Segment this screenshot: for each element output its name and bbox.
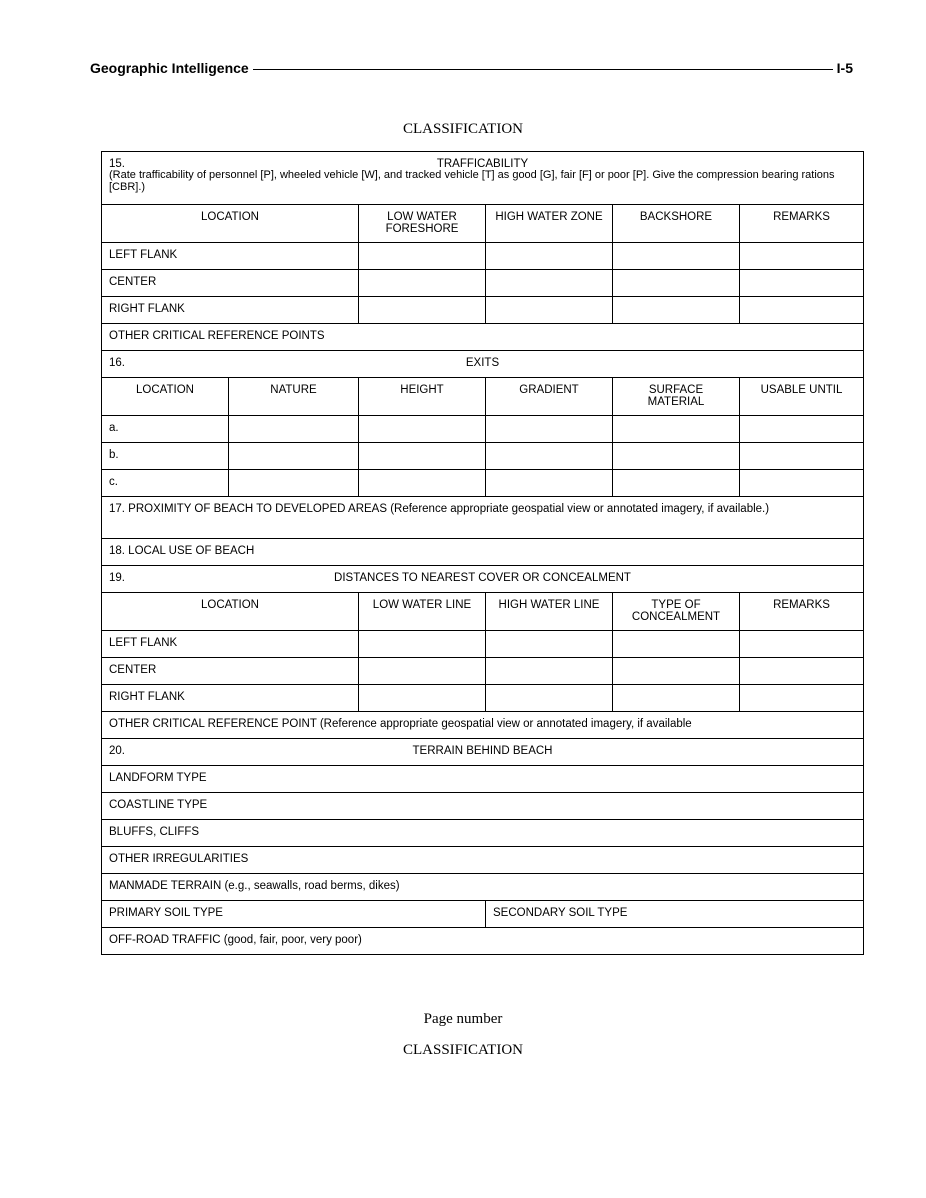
landform-type-field[interactable]: LANDFORM TYPE xyxy=(102,766,864,793)
column-header: NATURE xyxy=(229,378,359,416)
entry-cell[interactable] xyxy=(613,297,740,324)
entry-cell[interactable] xyxy=(359,685,486,712)
entry-cell[interactable] xyxy=(486,685,613,712)
column-header: TYPE OF CONCEALMENT xyxy=(613,593,740,631)
table-row xyxy=(102,631,864,658)
column-header: REMARKS xyxy=(740,593,864,631)
primary-soil-field[interactable]: PRIMARY SOIL TYPE xyxy=(102,901,486,928)
running-header xyxy=(90,59,853,77)
table-row xyxy=(102,658,864,685)
table-row xyxy=(102,766,864,793)
table-row xyxy=(102,270,864,297)
table-row xyxy=(102,297,864,324)
section-15-number: 15. xyxy=(109,158,125,170)
table-row xyxy=(102,928,864,955)
secondary-soil-field[interactable]: SECONDARY SOIL TYPE xyxy=(486,901,864,928)
section-19-columns xyxy=(102,593,864,631)
section-20-title: TERRAIN BEHIND BEACH xyxy=(412,745,553,757)
entry-cell[interactable] xyxy=(229,416,359,443)
entry-cell[interactable] xyxy=(229,443,359,470)
row-label: RIGHT FLANK xyxy=(102,685,359,712)
table-row xyxy=(102,243,864,270)
table-row xyxy=(102,847,864,874)
coastline-type-field[interactable]: COASTLINE TYPE xyxy=(102,793,864,820)
entry-cell[interactable] xyxy=(613,270,740,297)
beach-survey-form xyxy=(101,151,864,955)
entry-cell[interactable] xyxy=(740,270,864,297)
section-20-number: 20. xyxy=(109,745,125,757)
entry-cell[interactable] xyxy=(486,297,613,324)
entry-cell[interactable] xyxy=(359,243,486,270)
table-row xyxy=(102,470,864,497)
column-header: HIGH WATER LINE xyxy=(486,593,613,631)
column-header: BACKSHORE xyxy=(613,205,740,243)
header-title: Geographic Intelligence xyxy=(90,60,249,76)
column-header: REMARKS xyxy=(740,205,864,243)
column-header: GRADIENT xyxy=(486,378,613,416)
entry-cell[interactable] xyxy=(613,658,740,685)
section-16-number: 16. xyxy=(109,357,125,369)
entry-cell[interactable] xyxy=(740,631,864,658)
table-row xyxy=(102,793,864,820)
table-row xyxy=(102,901,864,928)
entry-cell[interactable] xyxy=(613,443,740,470)
column-header: LOW WATER LINE xyxy=(359,593,486,631)
entry-cell[interactable] xyxy=(359,297,486,324)
entry-cell[interactable] xyxy=(613,685,740,712)
row-label: RIGHT FLANK xyxy=(102,297,359,324)
row-label: b. xyxy=(102,443,229,470)
page-number: Page number xyxy=(423,1011,503,1027)
entry-cell[interactable] xyxy=(613,416,740,443)
entry-cell[interactable] xyxy=(740,297,864,324)
section-16-header xyxy=(102,351,864,378)
entry-cell[interactable] xyxy=(359,658,486,685)
manmade-terrain-field[interactable]: MANMADE TERRAIN (e.g., seawalls, road berms, dikes) xyxy=(102,874,864,901)
other-reference-field[interactable]: OTHER CRITICAL REFERENCE POINT (Reference appropriate geospatial view or annotated imagery, if available xyxy=(102,712,864,739)
row-label: a. xyxy=(102,416,229,443)
section-19-number: 19. xyxy=(109,572,125,584)
entry-cell[interactable] xyxy=(486,631,613,658)
entry-cell[interactable] xyxy=(229,470,359,497)
entry-cell[interactable] xyxy=(613,470,740,497)
column-header: LOCATION xyxy=(102,378,229,416)
column-header: LOW WATER FORESHORE xyxy=(359,205,486,243)
other-reference-field[interactable]: OTHER CRITICAL REFERENCE POINTS xyxy=(102,324,864,351)
entry-cell[interactable] xyxy=(359,416,486,443)
section-15-columns xyxy=(102,205,864,243)
offroad-traffic-field[interactable]: OFF-ROAD TRAFFIC (good, fair, poor, very poor) xyxy=(102,928,864,955)
table-row xyxy=(102,685,864,712)
table-row xyxy=(102,712,864,739)
entry-cell[interactable] xyxy=(486,270,613,297)
section-15-header xyxy=(102,152,864,205)
entry-cell[interactable] xyxy=(486,416,613,443)
entry-cell[interactable] xyxy=(740,685,864,712)
column-header: SURFACE MATERIAL xyxy=(613,378,740,416)
entry-cell[interactable] xyxy=(359,470,486,497)
row-label: CENTER xyxy=(102,658,359,685)
column-header: HIGH WATER ZONE xyxy=(486,205,613,243)
entry-cell[interactable] xyxy=(486,443,613,470)
classification-top: CLASSIFICATION xyxy=(402,121,523,137)
entry-cell[interactable] xyxy=(740,470,864,497)
column-header: HEIGHT xyxy=(359,378,486,416)
entry-cell[interactable] xyxy=(486,243,613,270)
table-row xyxy=(102,820,864,847)
entry-cell[interactable] xyxy=(359,270,486,297)
entry-cell[interactable] xyxy=(740,243,864,270)
section-18-row xyxy=(102,539,864,566)
section-18-field[interactable]: 18. LOCAL USE OF BEACH xyxy=(102,539,864,566)
column-header: LOCATION xyxy=(102,205,359,243)
entry-cell[interactable] xyxy=(613,631,740,658)
section-17-field[interactable]: 17. PROXIMITY OF BEACH TO DEVELOPED AREAS (Reference appropriate geospatial view or annotated imagery, if available.) xyxy=(102,497,864,539)
section-15-title: TRAFFICABILITY xyxy=(436,158,529,170)
table-row xyxy=(102,416,864,443)
section-16-columns xyxy=(102,378,864,416)
entry-cell[interactable] xyxy=(359,443,486,470)
section-19-title: DISTANCES TO NEAREST COVER OR CONCEALMENT xyxy=(334,572,631,584)
section-17-row xyxy=(102,497,864,539)
other-irregularities-field[interactable]: OTHER IRREGULARITIES xyxy=(102,847,864,874)
header-page-ref: I-5 xyxy=(836,60,853,76)
row-label: LEFT FLANK xyxy=(102,243,359,270)
classification-bottom: CLASSIFICATION xyxy=(402,1042,523,1058)
bluffs-cliffs-field[interactable]: BLUFFS, CLIFFS xyxy=(102,820,864,847)
section-19-header xyxy=(102,566,864,593)
table-row xyxy=(102,443,864,470)
section-20-header xyxy=(102,739,864,766)
table-row xyxy=(102,324,864,351)
section-16-title: EXITS xyxy=(465,357,500,369)
table-row xyxy=(102,874,864,901)
entry-cell[interactable] xyxy=(486,470,613,497)
entry-cell[interactable] xyxy=(486,658,613,685)
entry-cell[interactable] xyxy=(740,443,864,470)
column-header: USABLE UNTIL xyxy=(740,378,864,416)
row-label: LEFT FLANK xyxy=(102,631,359,658)
section-15-note: (Rate trafficability of personnel [P], wheeled vehicle [W], and tracked vehicle [T] as good [G], fair [F] or poor [P]. Give the compression bearing rations [CBR].) xyxy=(109,169,835,193)
entry-cell[interactable] xyxy=(359,631,486,658)
row-label: c. xyxy=(102,470,229,497)
header-rule xyxy=(253,69,833,70)
entry-cell[interactable] xyxy=(740,416,864,443)
entry-cell[interactable] xyxy=(613,243,740,270)
column-header: LOCATION xyxy=(102,593,359,631)
entry-cell[interactable] xyxy=(740,658,864,685)
row-label: CENTER xyxy=(102,270,359,297)
